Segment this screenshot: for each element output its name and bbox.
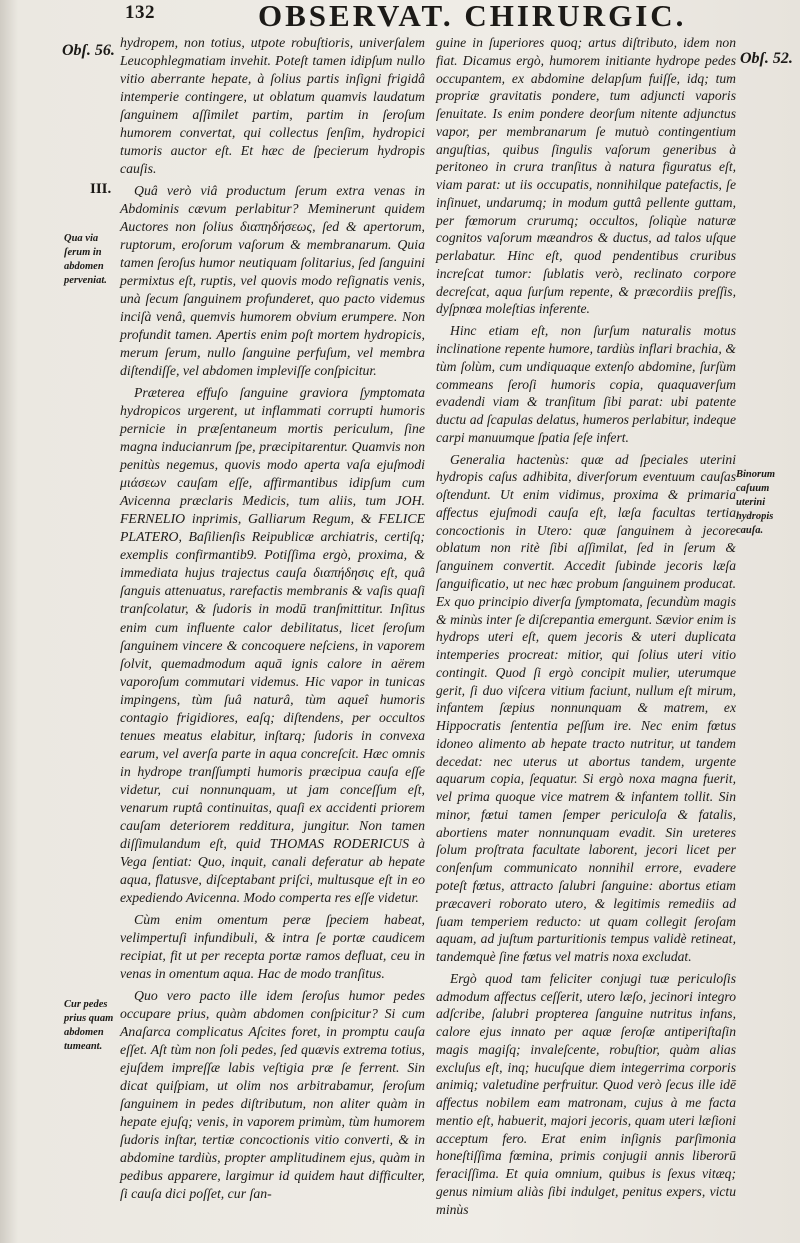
- paragraph: Generalia hactenùs: quæ ad ſpeciales uterini hydropis caſus adhibita, diverſorum eventuum cauſas oſtendunt. Ut enim vidimus, proxima & primaria affectus ejuſmodi cauſa eſt, læſa facultas tertia concoctionis in Utero: quæ ſanguinem à jecore oblatum non ritè ſibi aſſimilat, ſed in ſerum & ſanguinem convertit. Accedit ſubinde jecoris læſa ſanguificatio, ut nec hæc probum ſanguinem producat. Ex quo principio diverſa ſymptomata, ſecundùm magis & minùs inter ſe diſcrepantia emergunt. Sævior enim is hydrops uteri eſt, quem jecoris & uteri duplicata intemperies procreat: mitior, qui ſolius uteri vitio contingit. Quod ſi ergò concipit mulier, uterumque gerit, ſi duo viſcera vitium faciunt, nullum eſt mirum, infantem ſæpius nonnunquam & matrem, ex Hippocratis ſententia peſſum ire. Nec enim fœtus idoneo alimento ab hepate tracto nutritur, ut tandem decedat: nec uterus ut abortus tandem, urgente aquarum copia, ſequatur. Si ergò noxa magna fuerit, vel prima quoque vice matrem & infantem tollit. Sin minor, fœtui tamen ſemper periculoſa & fatalis, abortiens mater nonnunquam evadit. Sin ureteres ſolum proſtrata facultate laborent, jecori licet per conſenſum communicato nonnihil errore, evadere poteſt fœtus, attracto ſalubri ſanguine: abortus etiam præcaveri roborato utero, & legitimis remediis ad ſuam temperiem reducto: ut quam collegit ſeroſam aquam, ad juſtum parturitionis tempus validè retineat, tandemquè ſine fœtus vel matris noxa excludat.: [436, 451, 736, 965]
- paragraph: Cùm enim omentum peræ ſpeciem habeat, velimpertuſi infundibuli, & intra ſe portæ caudicem recipiat, fit ut per recepta portæ ramos defluat, ceu in venas in omentum aqua. Hac de modo tranſitus.: [120, 911, 425, 981]
- margin-note-cur-pedes: Cur pedes prius quam abdomen tumeant.: [64, 999, 114, 1052]
- right-text-column: [436, 34, 736, 1223]
- paragraph: hydropem, non totius, utpote robuſtioris, univerſalem Leucophlegmatiam invehit. Poteſt tamen idipſum nullo vitio aberrante hepate, à ſolius partis inſigni frigidâ intemperie contingere, ut oblatum quamvis laudatum ſanguinem aſſimilet partim, partim in ſeroſum humorem convertat, qui collectus ſenſim, hydropici tumoris auctor eſt. Et hæc de ſpecierum hydropis cauſis.: [120, 35, 425, 177]
- section-number: III.: [90, 181, 112, 197]
- paragraph: Præterea effuſo ſanguine graviora ſymptomata hydropicos urgerent, ut inflammati corrupti humoris pernicie in præſentaneum mortis periculum, ſine magna inducianrum ſpe, præcipitarentur. Quamvis non penitùs negemus, quovis modo aperta vaſa ejuſmodi μιάσεων cauſam eſſe, affirmantibus idipſum cum Avicenna præclaris Medicis, tum aliis, tum JOH. FERNELIO inprimis, Galliarum Regum, & FELICE PLATERO, Baſilienſis Reipublicæ archiatris, certiſq; exemplis confirmantib9. Potiſſima ergò, proxima, & immediata hujus trajectus cauſa διαπήδησις eſt, quâ ſanguis attenuatus, rarefactis membranis & vaſis quaſi tranſcolatur, & ſudoris in modū tranſmittitur. Inſitus enim cum influente calor debilitatus, licet ſeroſum ſanguinem vincere & concoquere neſciens, in vaporem ſolvit, quemadmodum aquā ignis calore in aërem vaporoſum commutari videmus. Hic vapor in tunicas impingens, tùm ſuâ naturâ, tùm aqueî humoris contagio frigidiores, eaſq; diſtendens, per occultos tenues meatus elabitur, inſtarq; ſudoris in convexa earum, vel averſa parte in aqua concreſcit. Hæc omnis in hydrope tranſſumpti humoris præcipua cauſa eſſe videtur, cui nonnunquam, ut jam conceſſum eſt, venarum ruptâ continuitas, quaſi ex accidenti priorem cauſam deteriorem redditura, jungitur. Non tamen diſſimulandum eſt, quid THOMAS RODERICUS à Vega ſentiat: Quo, inquit, canali deferatur ab hepate aqua, flatusve, diſceptabant priſci, multusque eſt in eo expediendo Avicenna. Modo comperta res eſſe videtur.: [120, 385, 425, 905]
- paragraph: Quo vero pacto ille idem ſeroſus humor pedes occupare prius, quàm abdomen conſpicitur? Si cum Anaſarca complicatus Aſcites foret, in promptu cauſa eſſet. Aſt tùm non ſoli pedes, ſed quævis extrema totius, ejuſdem impreſſæ labis veſtigia præ ſe ferrent. Sin dicat quiſpiam, ut olim nos arbitrabamur, ſeroſum ſanguinem in pedes diſtributum, non aliter quàm in hepate ejuſq; venis, in vaporem primùm, tùm humorem ſudoris inſtar, tertiæ concoctionis vitio converti, & in abdomine tardiùs, propter amplitudinem ejus, quàm in pedibus apparere, largimur id quidem haut difficulter, ſi cauſa dici poſſet, cur ſan-: [120, 987, 425, 1201]
- page-number: 132: [125, 2, 155, 23]
- margin-note-qua-via: Qua via ſerum in abdomen perveniat.: [64, 233, 107, 286]
- left-text-column: [120, 34, 425, 1207]
- paragraph: Hinc etiam eſt, non ſurſum naturalis motus inclinatione repente humore, tardiùs inflari brachia, & tùm ſolùm, cum undiquaque extenſo abdomine, ſurſùm commeans ſeroſi humoris copia, quaquaverſum evadendi viam & tranſitum ſibi parat: ubi patente ductu ad ſcapulas delatus, humeros perlabitur, indeque carpi manuumque ſpatia ſeſe infert.: [436, 323, 736, 445]
- margin-observation-number-right: Obſ. 52.: [740, 50, 793, 67]
- paragraph: guine in ſuperiores quoq; artus diſtributo, idem non fiat. Dicamus ergò, humorem initiante hydrope pedes occupantem, ex abdomine delapſum fuiſſe, idq; tum propriæ gravitatis pondere, tum adjuncti vaporis ſenuitate. Is enim pondere deorſum nitente adjunctus vapor, per membranarum ſe mutuò contingentium anguſtias, quibus ſingulis vaſorum generibus à peritoneo in crura tranſitus à natura figuratus eſt, viam parat: ut iis occupatis, nonnihilque patefactis, ſe inſinuet, undarumq; in modum guttâ pellente guttam, per fœmorum crurumq; occultos, ſoliqùe naturæ cognitos vaſorum mæandros & ductus, ad talos uſque perlabatur. Hinc eſt, quod pendentibus cruribus increſcat tumor: ſublatis verò, reclinato corpore decreſcat, aqua ſurſum repente, & præcordiis preſſis, dyſpnœa moleſtias inferente.: [436, 35, 736, 317]
- margin-note-binorum: Binorum caſuum uterini hydropis cauſa.: [736, 469, 776, 536]
- paragraph: Quâ verò viâ productum ſerum extra venas in Abdominis cævum perlabitur? Meminerunt quidem Auctores non ſolius διαπηδήσεως, ſed & apertorum, ruptorum, eroſorum vaſorum & membranarum. Quia tamen ſeroſus humor neutiquam ſolitarius, ſed ſanguini permixtus eſt, ruptis, vel quovis modo reſignatis venis, unà ſecum ſanguinem profunderet, quo pacto videmus inciſà venâ, quemvis humorem obvium erumpere. Non profundit tamen. Apertis enim poſt mortem hydropicis, merum ſerum, nullo ſanguine perfuſum, vel membra diſtendiſſe, vel abdomen impleviſſe conſpicitur.: [120, 183, 425, 379]
- margin-observation-number: Obſ. 56.: [62, 42, 115, 59]
- running-head: OBSERVAT. CHIRURGIC.: [258, 0, 687, 33]
- paragraph: Ergò quod tam feliciter conjugi tuæ periculoſis admodum affectus ceſſerit, utero læſo, jecinori integro adſcribe, ſalubri propterea ſanguine nutritus infans, calore ejus innato per aquæ ſeroſæ antiperiſtaſin magis magiſq; invaleſcente, robuſtior, quàm alias excluſus eſt, inq; hucuſque diem integerrima corporis animiq; valetudine perfruitur. Quod verò ſecus ille idē affectus nobilem eam matronam, cujus à me facta mentio eſt, habuerit, majori jecoris, quam uteri læſioni acceptum fero. Erat enim inſignis parſimonia honeſtiſſima fœmina, primis conjugii annis liberorū feraciſſima. Et quia omnium, quibus is ſexus vitæq; genus nimium aliàs ſibi indulget, penitus expers, victu minùs: [436, 970, 736, 1217]
